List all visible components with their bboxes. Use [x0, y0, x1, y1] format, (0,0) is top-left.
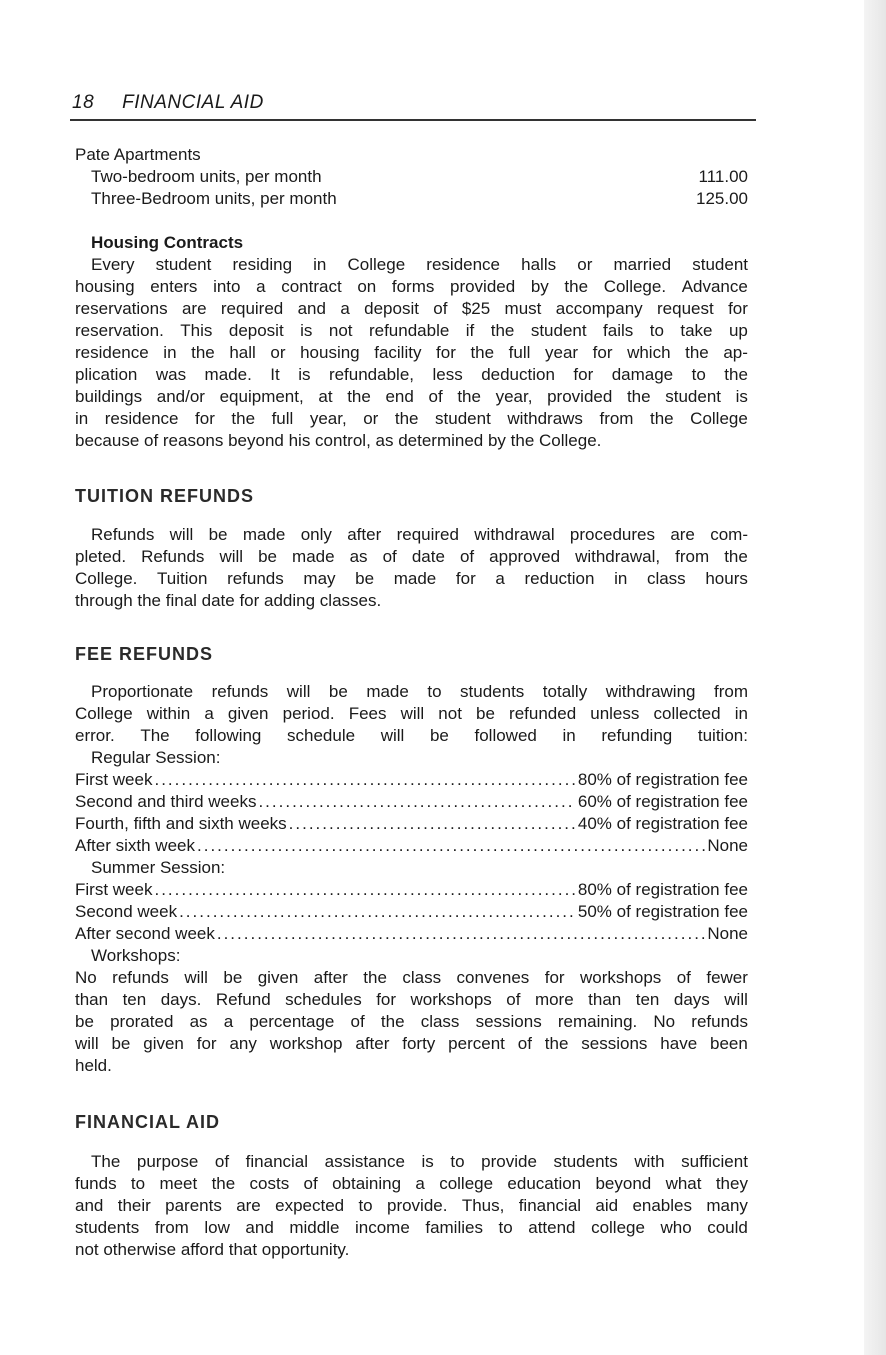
rate-row — [75, 188, 748, 210]
schedule-period: Fourth, fifth and sixth weeks — [75, 814, 287, 833]
schedule-period: First week — [75, 880, 153, 899]
schedule-refund: None — [707, 924, 748, 943]
dot-leader — [217, 923, 706, 945]
text-line: not otherwise afford that opportunity. — [75, 1240, 350, 1259]
paragraph — [75, 967, 748, 1077]
dot-leader — [289, 813, 576, 835]
dot-leader — [197, 835, 705, 857]
running-title: FINANCIAL AID — [122, 92, 264, 113]
schedule-refund: 80% of registration fee — [577, 770, 748, 789]
schedule — [75, 769, 748, 857]
schedule-row — [75, 879, 748, 901]
text-line: than ten days. Refund schedules for workshops of more than ten days will — [75, 990, 748, 1009]
schedule-period: Second week — [75, 902, 178, 921]
text-line: reservation. This deposit is not refundable if the student fails to take up — [75, 321, 748, 340]
housing-group: Pate Apartments — [75, 145, 201, 164]
dot-leader — [154, 879, 575, 901]
rate-amount: 125.00 — [696, 189, 748, 208]
schedule-row — [75, 835, 748, 857]
text-line: funds to meet the costs of obtaining a college education beyond what they — [75, 1174, 748, 1193]
paragraph — [75, 681, 748, 747]
text-line: in residence for the full year, or the student withdraws from the College — [75, 409, 748, 428]
schedule-label: Workshops: — [91, 946, 181, 965]
schedule-refund: 80% of registration fee — [577, 880, 748, 899]
text-line: College. Tuition refunds may be made for a reduction in class hours — [75, 569, 748, 588]
text-line: buildings and/or equipment, at the end of the year, provided the student is — [75, 387, 748, 406]
schedule-row — [75, 901, 748, 923]
schedule-period: After second week — [75, 924, 215, 943]
rate-row — [75, 166, 748, 188]
schedule-period: Second and third weeks — [75, 792, 257, 811]
text-line: The purpose of financial assistance is to provide students with sufficient — [91, 1152, 748, 1171]
scan-edge — [864, 0, 886, 1355]
schedule-row — [75, 923, 748, 945]
schedule-row — [75, 791, 748, 813]
text-line: Every student residing in College residence halls or married student — [91, 255, 748, 274]
dot-leader — [154, 769, 575, 791]
header-rule — [70, 119, 756, 121]
running-header — [72, 92, 264, 114]
housing-rates — [75, 144, 748, 210]
schedule-period: First week — [75, 770, 153, 789]
text-line: No refunds will be given after the class convenes for workshops of fewer — [75, 968, 748, 987]
text-line: Refunds will be made only after required withdrawal procedures are com- — [91, 525, 748, 544]
page-number: 18 — [72, 92, 95, 113]
rate-amount: 111.00 — [698, 167, 748, 186]
text-line: because of reasons beyond his control, as determined by the College. — [75, 431, 602, 450]
fee-refunds-body — [75, 681, 748, 1077]
text-line: error. The following schedule will be followed in refunding tuition: — [75, 726, 748, 745]
schedule-period: After sixth week — [75, 836, 195, 855]
paragraph — [75, 254, 748, 452]
text-line: residence in the hall or housing facility for the full year for which the ap- — [75, 343, 748, 362]
text-line: plication was made. It is refundable, less deduction for damage to the — [75, 365, 748, 384]
rate-label: Two-bedroom units, per month — [91, 167, 322, 186]
text-line: housing enters into a contract on forms provided by the College. Advance — [75, 277, 748, 296]
schedule-refund: 50% of registration fee — [577, 902, 748, 921]
section-subheading: Housing Contracts — [91, 233, 244, 252]
section-heading: TUITION REFUNDS — [75, 486, 254, 506]
paragraph — [75, 524, 748, 612]
text-line: and their parents are expected to provide. Thus, financial aid enables many — [75, 1196, 748, 1215]
section-heading: FEE REFUNDS — [75, 644, 214, 664]
paragraph — [75, 1151, 748, 1261]
section-heading: FINANCIAL AID — [75, 1112, 220, 1132]
schedule-refund: None — [707, 836, 748, 855]
text-line: pleted. Refunds will be made as of date of approved withdrawal, from the — [75, 547, 748, 566]
text-line: reservations are required and a deposit of $25 must accompany request for — [75, 299, 748, 318]
text-line: students from low and middle income families to attend college who could — [75, 1218, 748, 1237]
schedule-row — [75, 769, 748, 791]
text-line: Proportionate refunds will be made to students totally withdrawing from — [91, 682, 748, 701]
schedule-label: Summer Session: — [91, 858, 226, 877]
text-line: be prorated as a percentage of the class sessions remaining. No refunds — [75, 1012, 748, 1031]
text-line: held. — [75, 1056, 112, 1075]
dot-leader — [179, 901, 576, 923]
dot-leader — [258, 791, 575, 813]
schedule-refund: 60% of registration fee — [577, 792, 748, 811]
text-line: through the final date for adding classes. — [75, 591, 382, 610]
schedule-row — [75, 813, 748, 835]
text-line: College within a given period. Fees will not be refunded unless collected in — [75, 704, 748, 723]
schedule-label: Regular Session: — [91, 748, 221, 767]
schedule — [75, 879, 748, 945]
rate-label: Three-Bedroom units, per month — [91, 189, 337, 208]
housing-contracts — [75, 232, 748, 452]
schedule-refund: 40% of registration fee — [577, 814, 748, 833]
text-line: will be given for any workshop after forty percent of the sessions have been — [75, 1034, 748, 1053]
